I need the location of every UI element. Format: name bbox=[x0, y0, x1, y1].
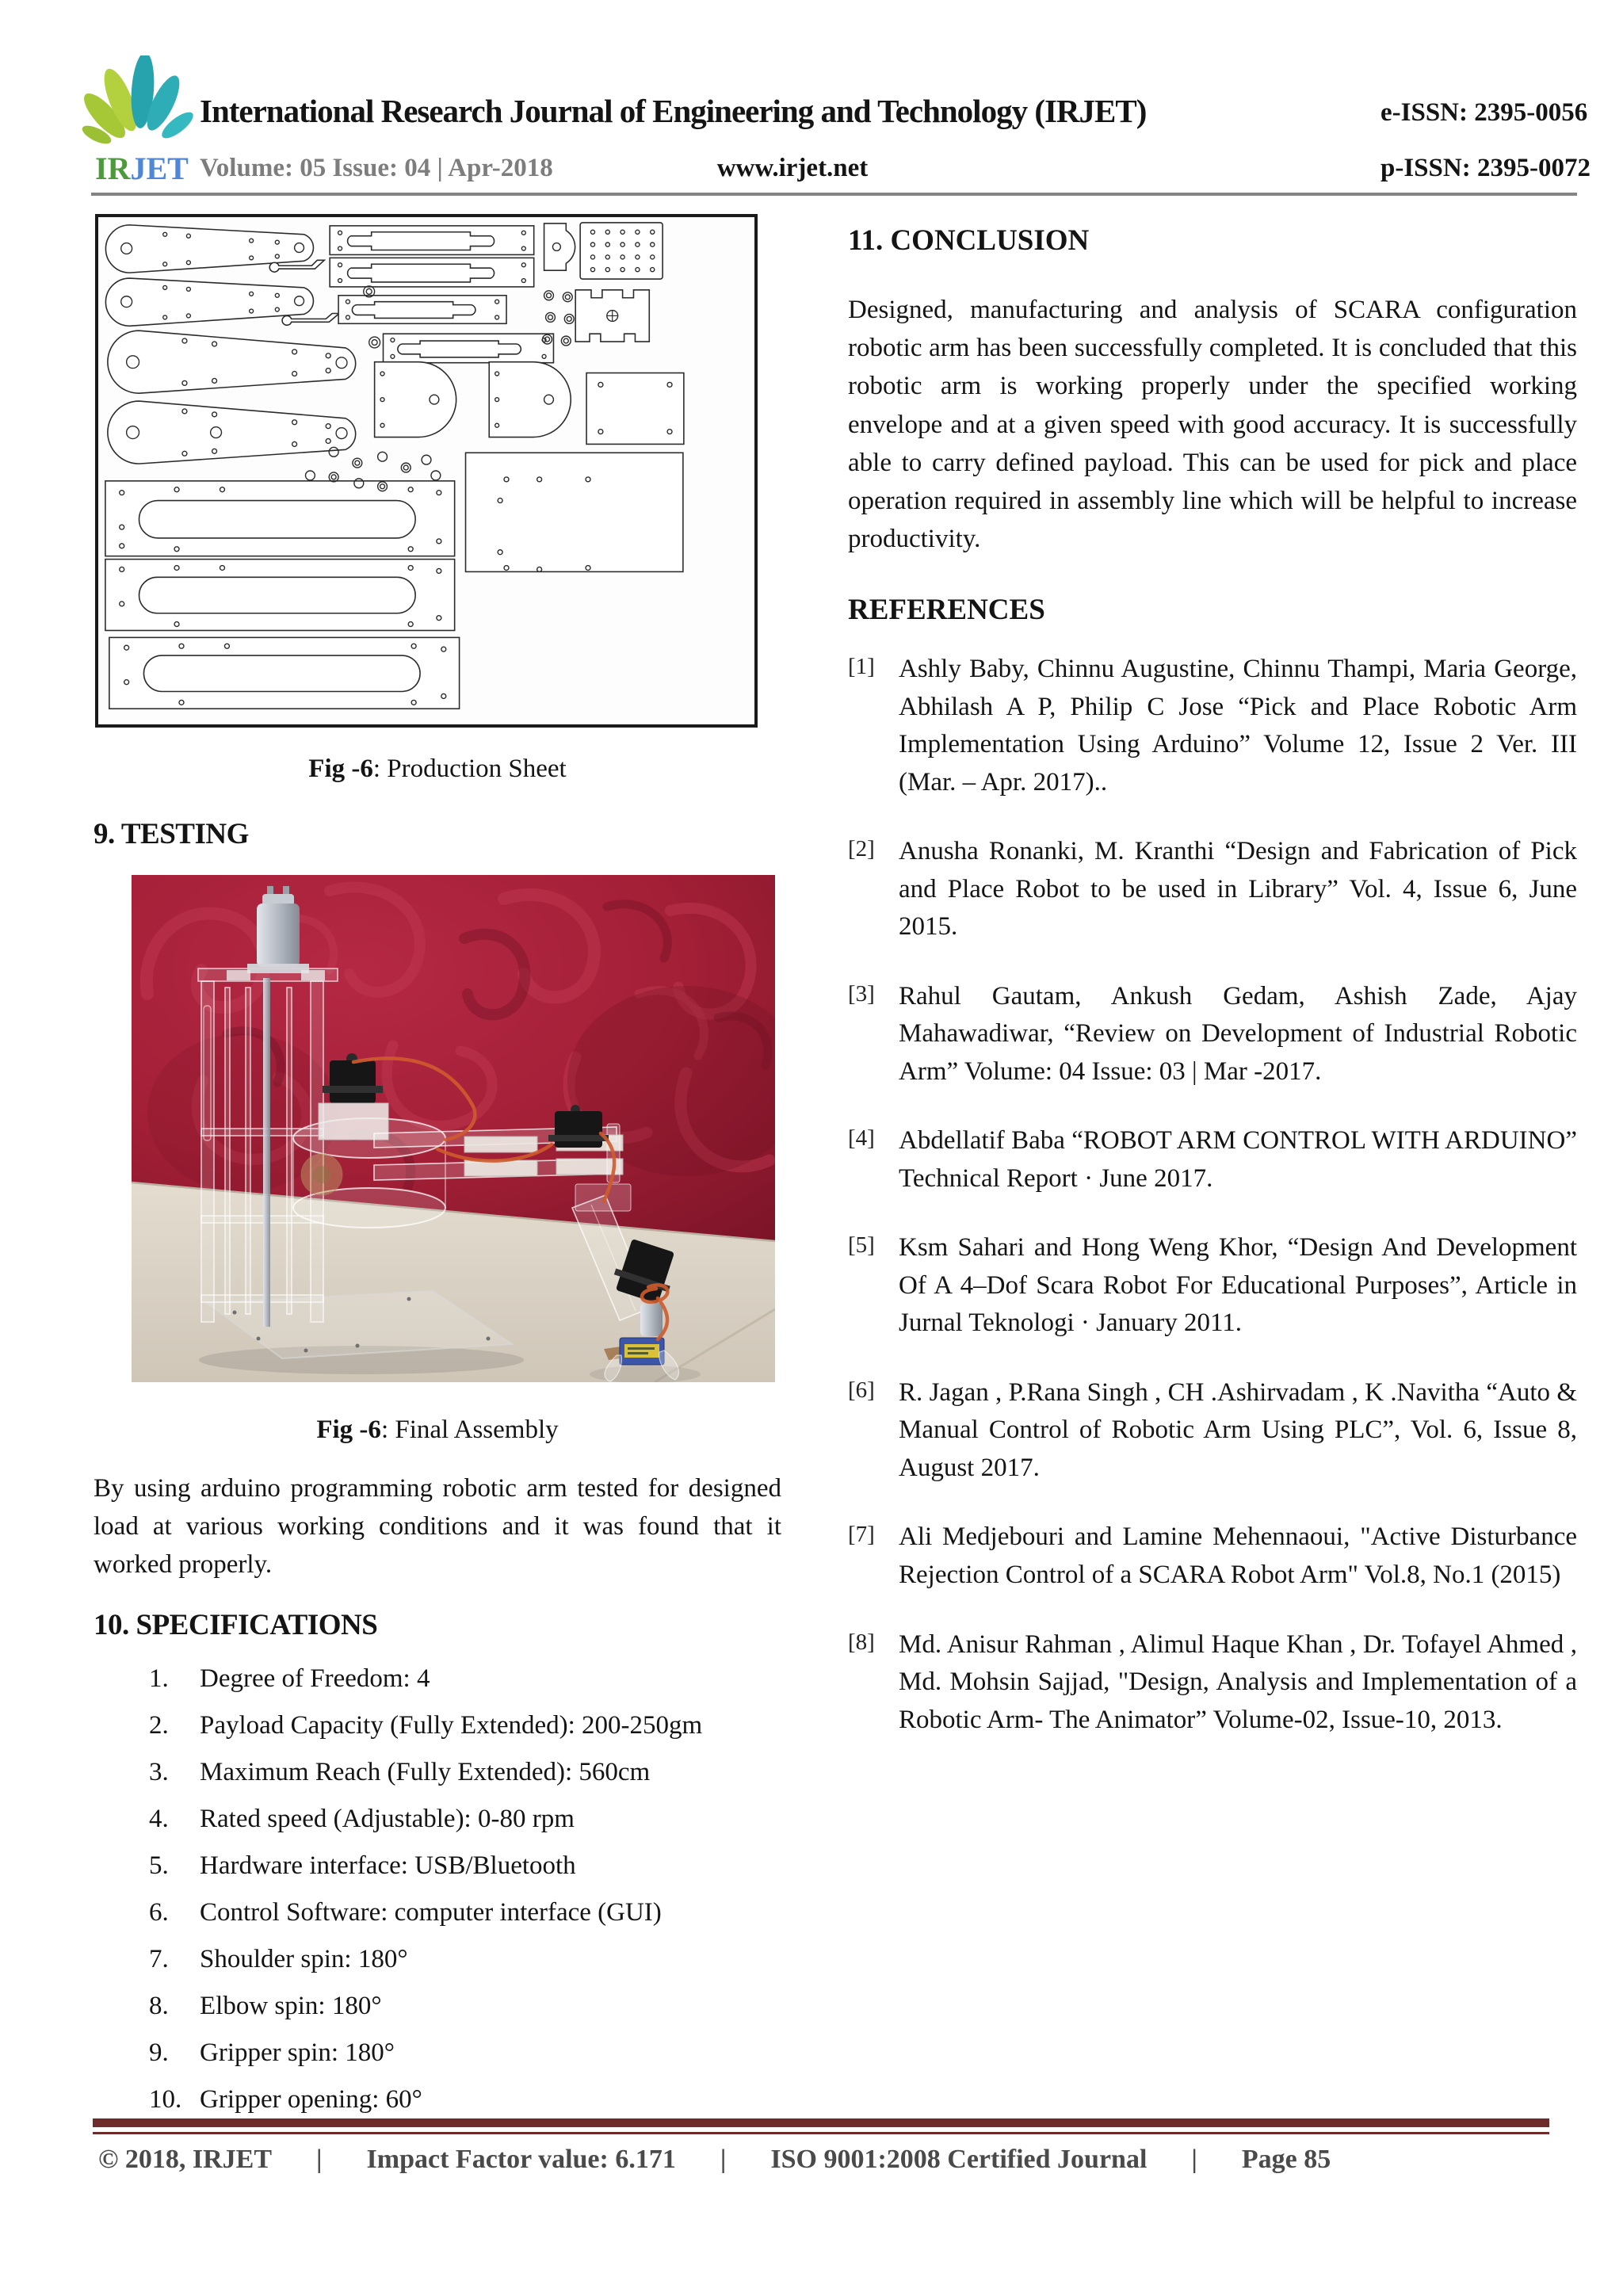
reference-item bbox=[848, 1374, 1577, 1488]
spec-item bbox=[94, 1898, 781, 1927]
spec-text: Gripper spin: 180° bbox=[200, 2038, 395, 2067]
specifications-heading: 10. SPECIFICATIONS bbox=[94, 1608, 378, 1641]
final-assembly-caption bbox=[94, 1415, 781, 1445]
footer-iso: ISO 9001:2008 Certified Journal bbox=[770, 2145, 1148, 2174]
conclusion-paragraph: Designed, manufacturing and analysis of SCARA configuration robotic arm has been successfully completed. It is concluded that this robotic arm is working properly under the specified working envelope and at a given speed with good accuracy. It is successfully able to carry defined payload. This can be used for pick and place operation required in assembly line which will be helpful to increase productivity. bbox=[848, 296, 1577, 554]
references-list bbox=[848, 651, 1577, 1739]
specifications-list bbox=[94, 1664, 781, 2115]
reference-marker: [3] bbox=[848, 980, 875, 1007]
reference-item bbox=[848, 1122, 1577, 1198]
footer-impact-factor: Impact Factor value: 6.171 bbox=[366, 2145, 676, 2174]
header-divider bbox=[91, 193, 1577, 196]
spec-text: Shoulder spin: 180° bbox=[200, 1944, 408, 1973]
volume-issue: Volume: 05 Issue: 04 | Apr-2018 bbox=[200, 154, 553, 182]
spec-number: 10. bbox=[149, 2084, 182, 2114]
journal-website: www.irjet.net bbox=[716, 154, 869, 182]
spec-item bbox=[94, 1992, 781, 2021]
reference-item bbox=[848, 1519, 1577, 1594]
spec-number: 3. bbox=[149, 1757, 169, 1786]
caption-bold-label: Fig -6 bbox=[308, 755, 373, 783]
irjet-logo bbox=[78, 55, 201, 189]
right-column bbox=[848, 214, 1577, 1771]
spec-number: 6. bbox=[149, 1897, 169, 1927]
reference-marker: [5] bbox=[848, 1232, 875, 1259]
reference-item bbox=[848, 978, 1577, 1091]
spec-item bbox=[94, 1851, 781, 1881]
page-footer bbox=[98, 2145, 1331, 2175]
spec-text: Gripper opening: 60° bbox=[200, 2084, 422, 2114]
reference-item bbox=[848, 1626, 1577, 1740]
caption-text: : Production Sheet bbox=[372, 755, 567, 783]
production-sheet-caption bbox=[94, 755, 781, 784]
reference-text: Md. Anisur Rahman , Alimul Haque Khan , Dr. Tofayel Ahmed , Md. Mohsin Sajjad, "Design, Analysis and Implementation of a Robotic Arm- The Animator” Volume-02, Issue-10, 2013. bbox=[899, 1629, 1577, 1734]
spec-number: 7. bbox=[149, 1944, 169, 1973]
footer-pipe: | bbox=[720, 2145, 727, 2174]
reference-text: Ashly Baby, Chinnu Augustine, Chinnu Thampi, Maria George, Abhilash A P, Philip C Jose “Pick and Place Robotic Arm Implementation Using Arduino” Volume 12, Issue 2 Ver. III (Mar. – Apr. 2017).. bbox=[899, 655, 1577, 797]
reference-text: Anusha Ronanki, M. Kranthi “Design and Fabrication of Pick and Place Robot to be used in Library” Vol. 4, Issue 6, June 2015. bbox=[899, 837, 1577, 942]
footer-rule-thick bbox=[93, 2118, 1549, 2127]
reference-marker: [2] bbox=[848, 836, 875, 862]
spec-number: 9. bbox=[149, 2038, 169, 2067]
spec-number: 8. bbox=[149, 1991, 169, 2020]
spec-text: Payload Capacity (Fully Extended): 200-250gm bbox=[200, 1710, 703, 1740]
reference-item bbox=[848, 833, 1577, 946]
testing-paragraph: By using arduino programming robotic arm tested for designed load at various working conditions and it was found that it worked properly. bbox=[94, 1474, 781, 1579]
spec-item bbox=[94, 1945, 781, 1974]
reference-marker: [1] bbox=[848, 654, 875, 680]
spec-number: 5. bbox=[149, 1851, 169, 1880]
spec-text: Rated speed (Adjustable): 0-80 rpm bbox=[200, 1804, 575, 1833]
footer-pipe: | bbox=[1191, 2145, 1197, 2174]
irjet-logo-leaves bbox=[78, 55, 197, 147]
caption-bold-label: Fig -6 bbox=[316, 1415, 381, 1444]
reference-item bbox=[848, 1229, 1577, 1343]
spec-item bbox=[94, 1711, 781, 1740]
reference-marker: [6] bbox=[848, 1377, 875, 1403]
caption-text: : Final Assembly bbox=[380, 1415, 559, 1444]
spec-text: Hardware interface: USB/Bluetooth bbox=[200, 1851, 576, 1880]
reference-text: Ksm Sahari and Hong Weng Khor, “Design And Development Of A 4–Dof Scara Robot For Educational Purposes”, Article in Jurnal Teknologi · January 2011. bbox=[899, 1233, 1577, 1338]
production-sheet-figure bbox=[95, 214, 758, 728]
footer-rule-thin bbox=[93, 2132, 1549, 2134]
irjet-logo-text: IRJET bbox=[95, 151, 189, 186]
reference-marker: [4] bbox=[848, 1125, 875, 1152]
reference-text: Rahul Gautam, Ankush Gedam, Ashish Zade, Ajay Mahawadiwar, “Review on Development of Industrial Robotic Arm” Volume: 04 Issue: 03 | Mar -2017. bbox=[899, 981, 1577, 1086]
testing-heading: 9. TESTING bbox=[94, 818, 249, 850]
spec-number: 4. bbox=[149, 1804, 169, 1833]
spec-text: Control Software: computer interface (GUI) bbox=[200, 1897, 662, 1927]
footer-copyright: © 2018, IRJET bbox=[98, 2145, 273, 2174]
reference-marker: [8] bbox=[848, 1629, 875, 1655]
reference-marker: [7] bbox=[848, 1522, 875, 1548]
footer-page-number: Page 85 bbox=[1241, 2145, 1331, 2174]
reference-text: Ali Medjebouri and Lamine Mehennaoui, "Active Disturbance Rejection Control of a SCARA Robot Arm" Vol.8, No.1 (2015) bbox=[899, 1522, 1577, 1589]
reference-text: R. Jagan , P.Rana Singh , CH .Ashirvadam , K .Navitha “Auto & Manual Control of Robotic Arm Using PLC”, Vol. 6, Issue 8, August 2017. bbox=[899, 1377, 1577, 1482]
journal-title: International Research Journal of Engineering and Technology (IRJET) bbox=[200, 93, 1147, 129]
e-issn: e-ISSN: 2395-0056 bbox=[1381, 98, 1588, 127]
reference-text: Abdellatif Baba “ROBOT ARM CONTROL WITH ARDUINO” Technical Report · June 2017. bbox=[899, 1126, 1577, 1193]
final-assembly-photo bbox=[132, 875, 775, 1382]
spec-text: Elbow spin: 180° bbox=[200, 1991, 382, 2020]
spec-text: Degree of Freedom: 4 bbox=[200, 1664, 430, 1693]
spec-item bbox=[94, 2085, 781, 2115]
spec-item bbox=[94, 1805, 781, 1834]
spec-number: 2. bbox=[149, 1710, 169, 1740]
spec-item bbox=[94, 2038, 781, 2068]
left-column bbox=[94, 214, 781, 2132]
spec-item bbox=[94, 1758, 781, 1787]
conclusion-heading: 11. CONCLUSION bbox=[848, 224, 1090, 257]
footer-pipe: | bbox=[316, 2145, 323, 2174]
references-heading: REFERENCES bbox=[848, 594, 1045, 627]
reference-item bbox=[848, 651, 1577, 801]
spec-number: 1. bbox=[149, 1664, 169, 1693]
p-issn: p-ISSN: 2395-0072 bbox=[1381, 154, 1591, 182]
spec-item bbox=[94, 1664, 781, 1694]
spec-text: Maximum Reach (Fully Extended): 560cm bbox=[200, 1757, 651, 1786]
